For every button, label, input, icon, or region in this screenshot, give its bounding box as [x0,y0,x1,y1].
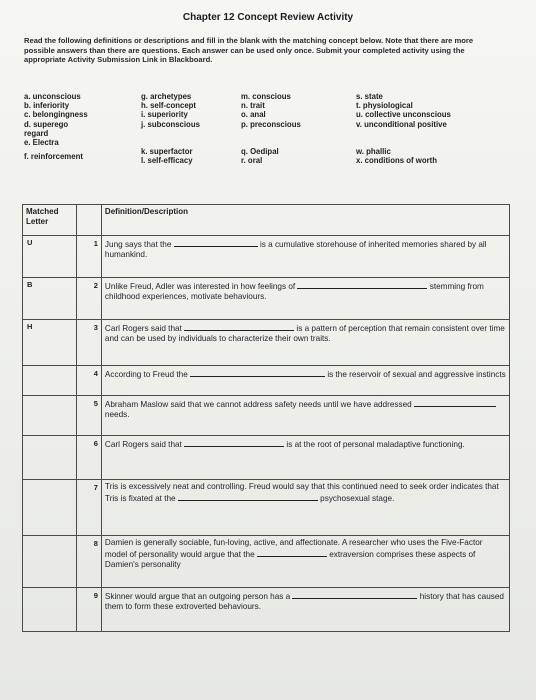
fill-blank [178,492,318,501]
fill-blank [292,590,417,599]
choice-item: s. state [356,92,383,101]
definition-cell [101,396,509,436]
definition-cell [101,320,509,366]
definition-text-end: psychosexual stage. [320,494,395,503]
choices-column-2b [141,147,193,165]
table-row [23,480,510,536]
definition-cell [101,480,509,536]
choice-item: x. conditions of worth [356,156,437,166]
definition-cell [101,588,509,632]
definition-text-end: is at the root of personal maladaptive functioning. [286,440,465,449]
header-number-cell [77,205,102,236]
definition-text-end: history that has caused them to form these extroverted behaviours. [104,592,504,611]
definition-text-start: Carl Rogers said that [104,440,182,449]
definition-text-start: Carl Rogers said that [104,324,182,333]
table-row [23,396,510,436]
table-row [23,366,510,396]
definition-text-start: Skinner would argue that an outgoing person has a [104,592,291,601]
question-number: 5 [77,396,102,436]
choice-item: d. superego [24,119,69,129]
question-number: 8 [77,536,102,588]
choice-item: o. anal [241,110,266,120]
fill-blank [257,548,327,557]
choices-column-2 [141,92,200,129]
answer-letter-cell[interactable] [23,396,77,436]
question-number: 1 [77,236,102,278]
table-row [23,436,510,480]
choice-item: regard [24,128,49,138]
choice-item: u. collective unconscious [356,110,451,120]
choices-column-4b [356,147,437,165]
answer-letter-cell[interactable]: B [23,278,77,320]
instructions-text: Read the following definitions or descriptions and fill in the blank with the matching concept below. Note that there are more possible answers than there are questions. Each answer can be used only once. Submit your completed activity using the appropriate Activity Submission Link in Blackboard. [24,36,474,65]
choice-item: r. oral [241,156,263,166]
choices-column-3 [241,92,301,129]
definition-text-end: extraversion comprises these aspects of Damien's personality [104,550,476,569]
definition-text-start: Damien is generally sociable, fun-loving, active, and affectionate. A researcher who uses the Five-Factor model of personality would argue that the [104,538,483,559]
choice-item: c. belongingness [24,110,88,120]
definition-cell [101,278,509,320]
answer-letter-cell[interactable] [23,436,77,480]
question-number: 7 [77,480,102,536]
definition-cell [101,236,509,278]
fill-blank [414,398,496,407]
fill-blank [190,368,325,377]
definition-text-start: Tris is excessively neat and controlling. Freud would say that this continued need to seek order indicates that Tris is fixated at the [104,482,499,503]
fill-blank [184,438,284,447]
choice-item: v. unconditional positive [356,119,447,129]
choice-item: l. self-efficacy [141,156,193,166]
table-row [23,236,510,278]
choice-item: e. Electra [24,138,59,148]
definition-text-start: According to Freud the [104,370,188,379]
choice-item: g. archetypes [141,92,192,101]
definition-text-end: stemming from childhood experiences, motivate behaviours. [104,282,484,301]
fill-blank [174,238,258,247]
table-row [23,278,510,320]
question-number: 6 [77,436,102,480]
definition-text-end: is the reservoir of sexual and aggressive instincts [327,370,506,379]
definition-text-start: Unlike Freud, Adler was interested in how feelings of [104,282,296,291]
definition-cell [101,536,509,588]
answer-letter-cell[interactable] [23,536,77,588]
question-number: 2 [77,278,102,320]
fill-blank [297,280,427,289]
choice-item: f. reinforcement [24,152,83,161]
definition-text-end: is a cumulative storehouse of inherited memories shared by all humankind. [104,240,487,259]
answer-letter-cell[interactable] [23,588,77,632]
definition-text-end: needs. [104,410,130,419]
answer-table [22,204,510,632]
answer-letter-cell[interactable]: H [23,320,77,366]
choice-item: m. conscious [241,92,291,101]
answer-letter-cell[interactable] [23,366,77,396]
choice-item: j. subconscious [141,119,200,129]
choices-column-1b [24,152,83,161]
page-title: Chapter 12 Concept Review Activity [182,12,354,23]
choice-item: h. self-concept [141,101,197,111]
definition-cell [101,436,509,480]
choices-column-1 [24,92,88,147]
answer-letter-cell[interactable] [23,480,77,536]
question-number: 3 [77,320,102,366]
choices-column-4 [356,92,451,129]
definition-text-start: Jung says that the [104,240,172,249]
answer-letter-cell[interactable]: U [23,236,77,278]
choice-item: a. unconscious [24,92,81,101]
choice-item: w. phallic [356,147,391,156]
choice-item: k. superfactor [141,147,193,156]
choice-item: q. Oedipal [241,147,279,156]
question-number: 4 [77,366,102,396]
choices-column-3b [241,147,279,165]
choice-item: p. preconscious [241,119,301,129]
table-row [23,536,510,588]
definition-text-start: Abraham Maslow said that we cannot address safety needs until we have addressed [104,400,412,409]
question-number: 9 [77,588,102,632]
table-header-row [23,205,510,236]
table-row [23,588,510,632]
header-matched-letter: Matched Letter [23,205,77,236]
choice-item: t. physiological [356,101,413,111]
header-definition: Definition/Description [101,205,509,236]
definition-cell [101,366,509,396]
choice-item: i. superiority [141,110,188,120]
choice-item: n. trait [241,101,265,111]
fill-blank [184,322,294,331]
table-row [23,320,510,366]
definition-text-end: is a pattern of perception that remain consistent over time and can be used by individuals to characterize their own traits. [104,324,505,343]
choice-item: b. inferiority [24,101,70,111]
